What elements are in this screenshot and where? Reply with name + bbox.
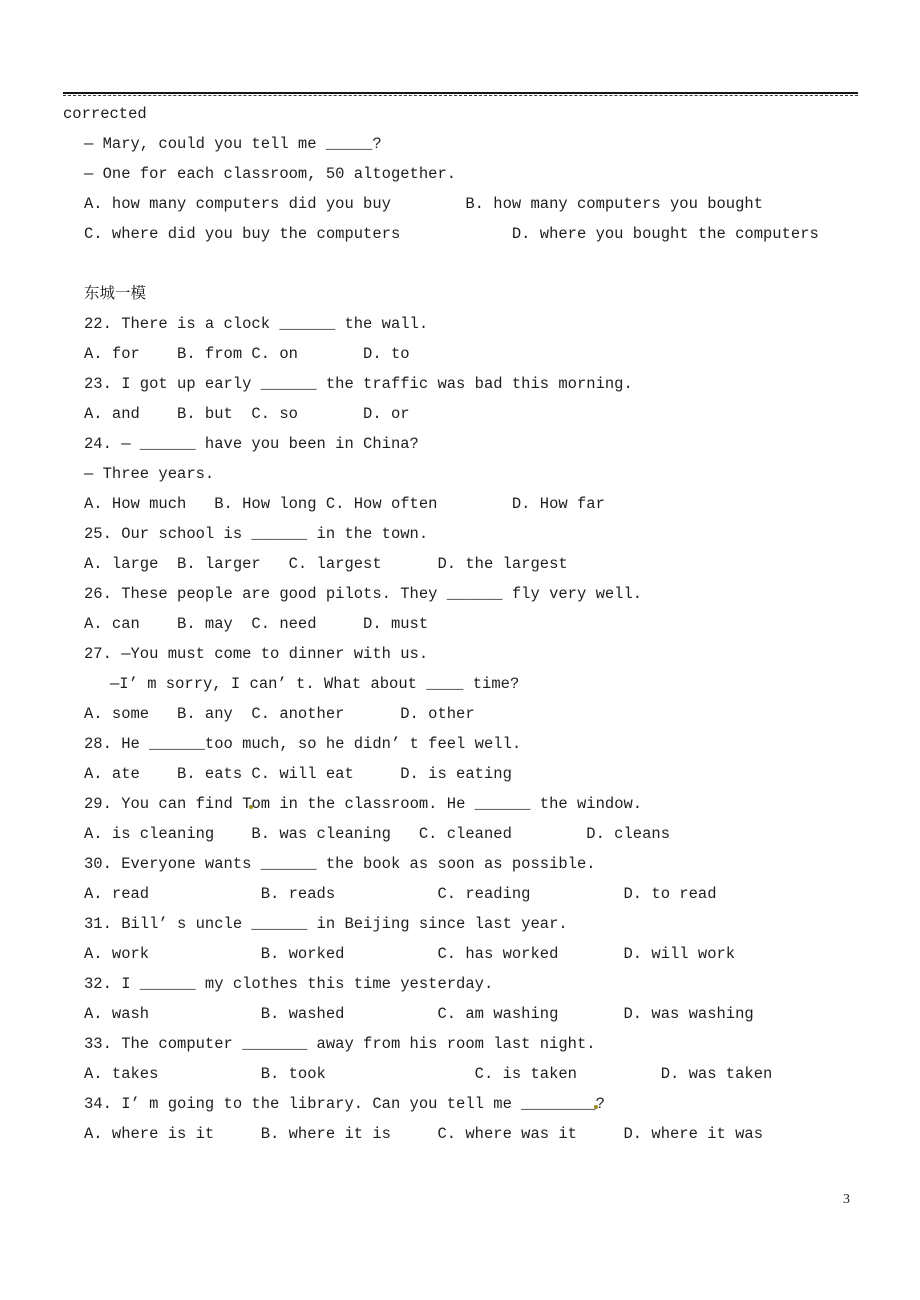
q31-options: A. work B. worked C. has worked D. will work [84,945,736,963]
q23-options: A. and B. but C. so D. or [84,405,410,423]
q25-stem: 25. Our school is ______ in the town. [84,525,429,543]
exam-text-block [0,99,920,1149]
q34-stem-segment-1: 34. I’ m going to the library. Can you tell me ________ [84,1095,596,1113]
page-break-rule [63,92,858,96]
q21-dialogue-question: — Mary, could you tell me _____? [84,135,382,153]
q24-stem: 24. — ______ have you been in China? [84,435,419,453]
q21-dialogue-answer: — One for each classroom, 50 altogether. [84,165,457,183]
q27-stem-line-2: —I’ m sorry, I can’ t. What about ____ time? [110,675,520,693]
q24-options: A. How much B. How long C. How often D. How far [84,495,605,513]
q29-options: A. is cleaning B. was cleaning C. cleaned D. cleans [84,825,670,843]
q21-options-ab: A. how many computers did you buy B. how many computers you bought [84,195,764,213]
q27-stem-line-1: 27. —You must come to dinner with us. [84,645,429,663]
q29-stem-segment-1: 29. You can find T [84,795,252,813]
q28-options: A. ate B. eats C. will eat D. is eating [84,765,512,783]
q31-stem: 31. Bill’ s uncle ______ in Beijing since last year. [84,915,568,933]
q22-stem: 22. There is a clock ______ the wall. [84,315,429,333]
page-number: 3 [843,1192,850,1207]
section-heading-dongcheng: 东城一模 [84,285,147,303]
q29-stem-segment-2: om in the classroom. He ______ the window. [251,795,643,813]
q26-stem: 26. These people are good pilots. They ______ fly very well. [84,585,643,603]
q34-stem-segment-2: ? [595,1095,605,1113]
q30-options: A. read B. reads C. reading D. to read [84,885,717,903]
q30-stem: 30. Everyone wants ______ the book as soon as possible. [84,855,596,873]
q34-stem [0,1089,920,1119]
q25-options: A. large B. larger C. largest D. the largest [84,555,568,573]
q34-options: A. where is it B. where it is C. where was it D. where it was [84,1125,764,1143]
q21-options-cd: C. where did you buy the computers D. where you bought the computers [84,225,819,243]
blank-spacer-line [0,249,920,279]
q22-options: A. for B. from C. on D. to [84,345,410,363]
q33-stem: 33. The computer _______ away from his room last night. [84,1035,596,1053]
q27-options: A. some B. any C. another D. other [84,705,475,723]
continued-text: corrected [63,105,147,123]
q23-stem: 23. I got up early ______ the traffic was bad this morning. [84,375,633,393]
q28-stem: 28. He ______too much, so he didn’ t feel well. [84,735,522,753]
q24-dialogue-answer: — Three years. [84,465,215,483]
q33-options: A. takes B. took C. is taken D. was taken [84,1065,773,1083]
q32-options: A. wash B. washed C. am washing D. was washing [84,1005,754,1023]
q29-stem [0,789,920,819]
q26-options: A. can B. may C. need D. must [84,615,429,633]
q32-stem: 32. I ______ my clothes this time yesterday. [84,975,494,993]
